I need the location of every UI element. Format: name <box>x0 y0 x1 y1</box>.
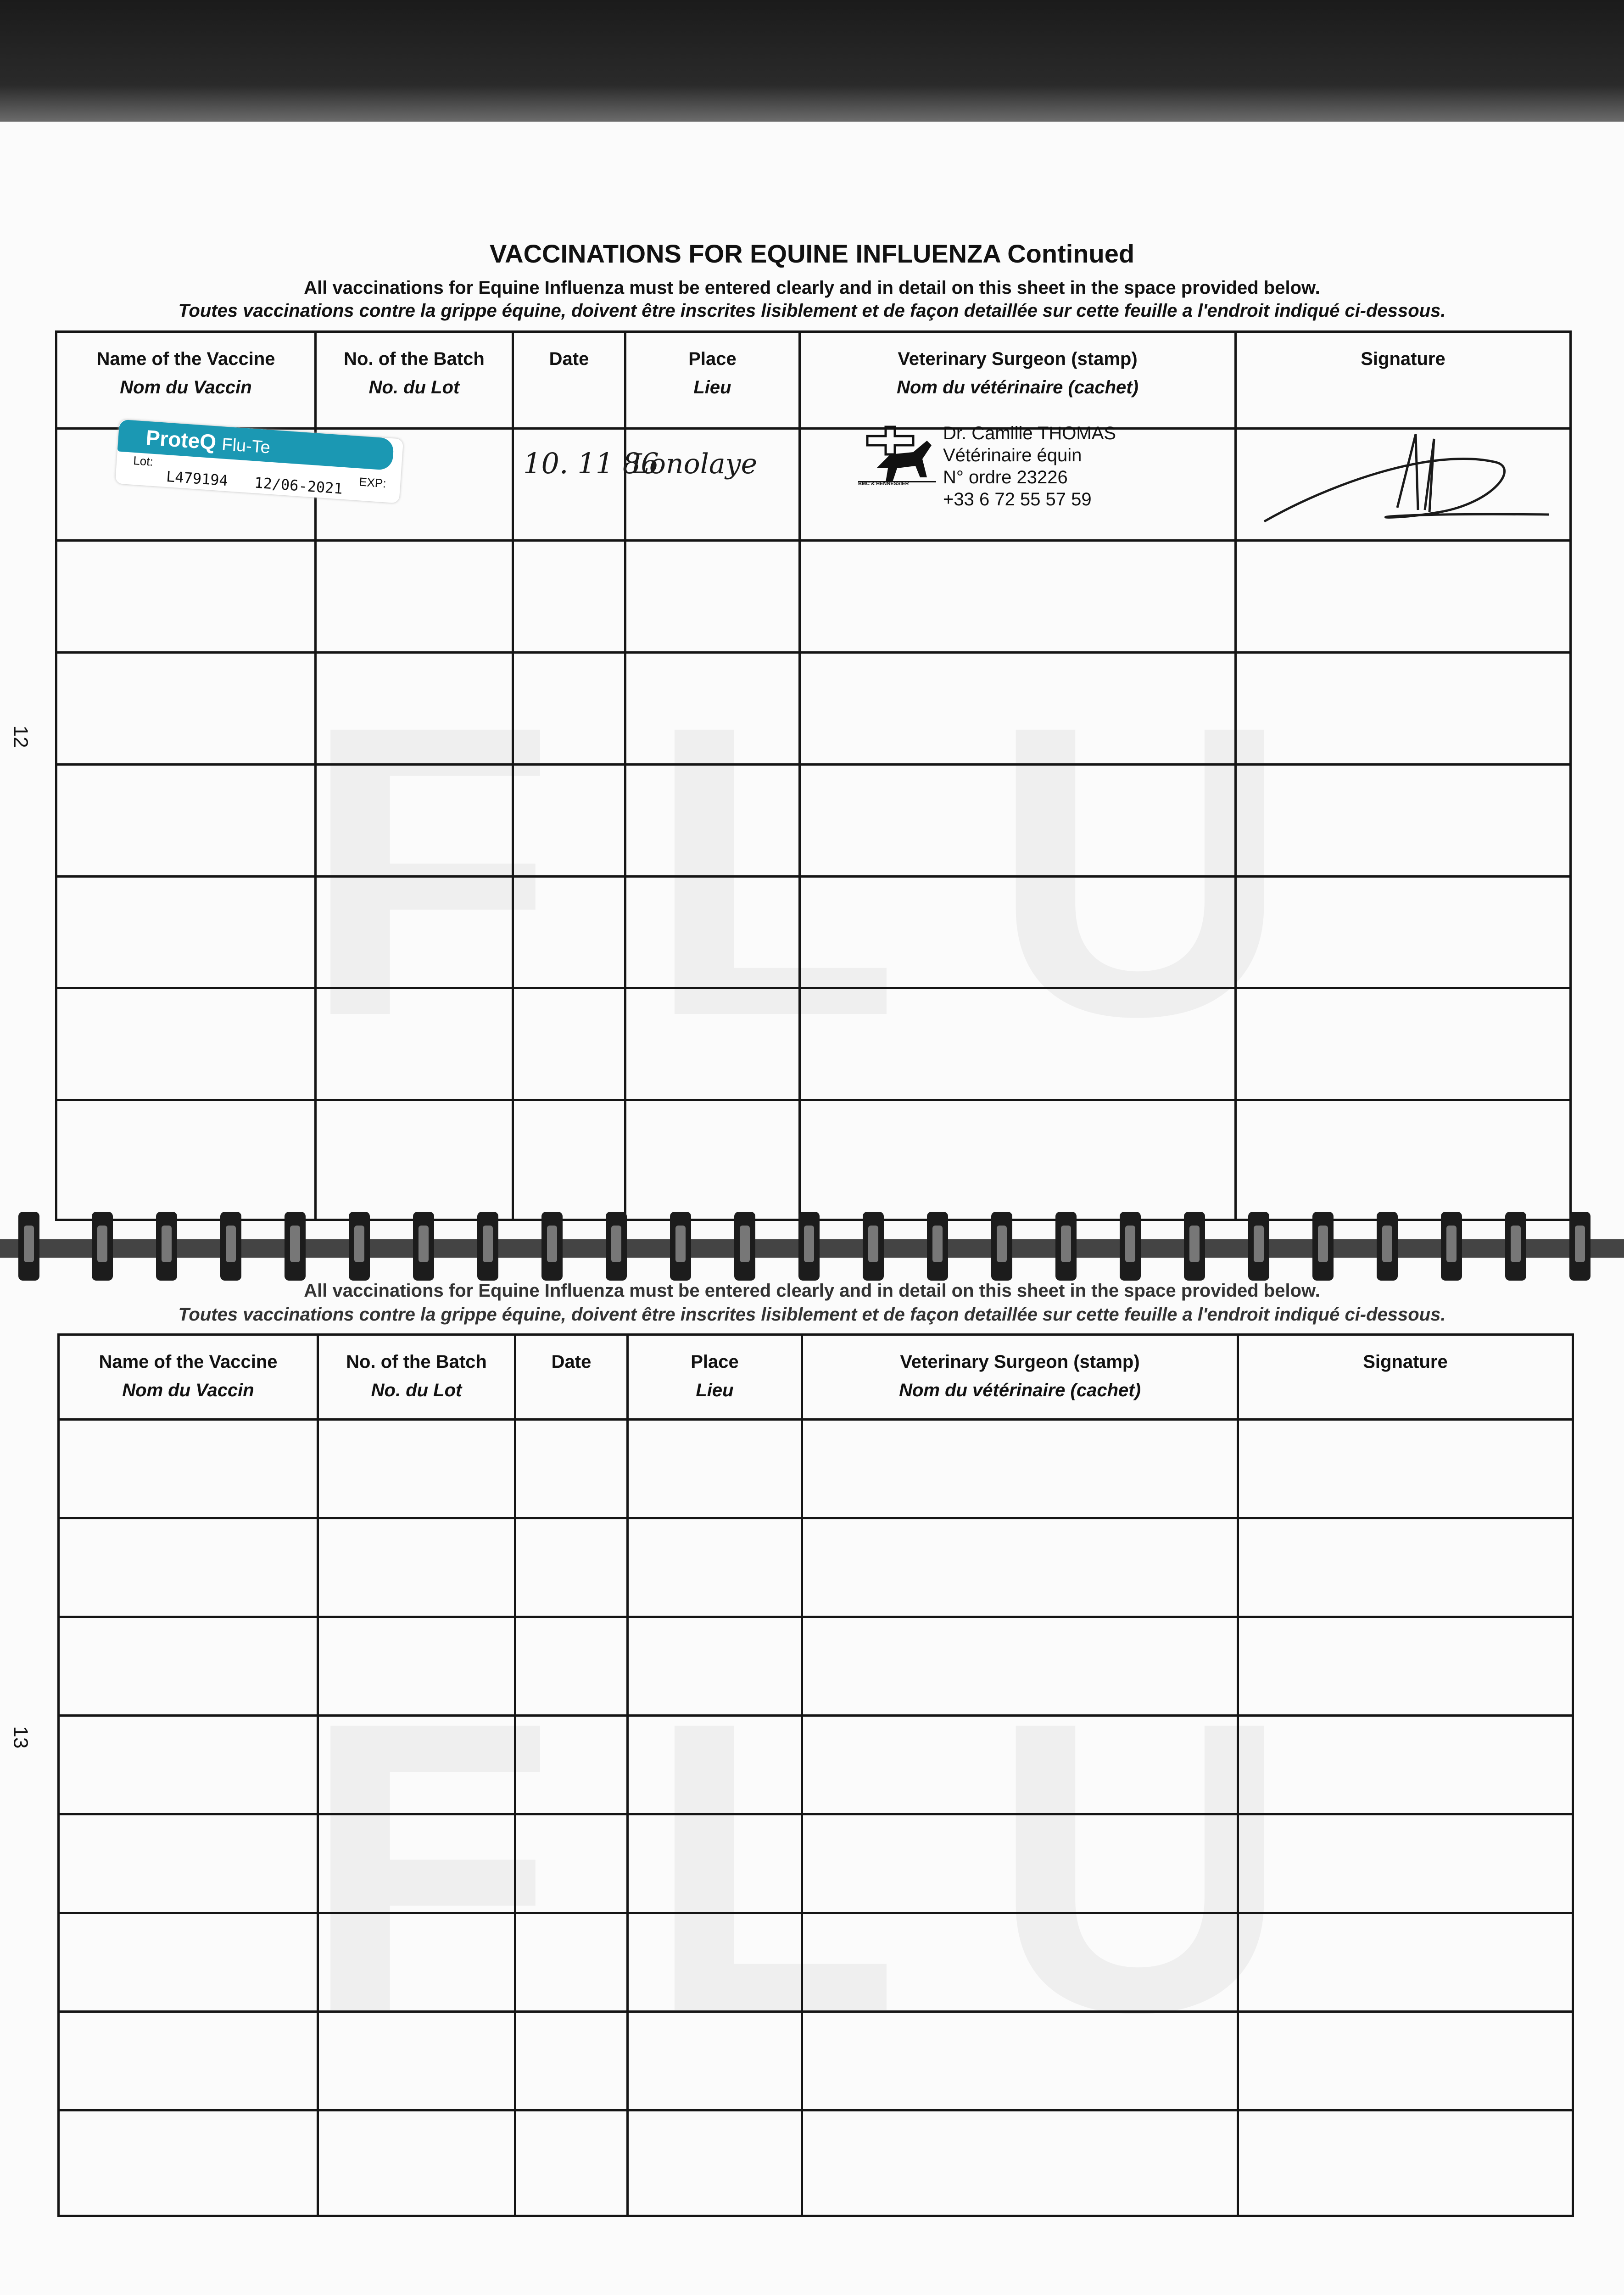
table-row <box>56 652 1571 764</box>
column-header-batch: No. of the Batch No. du Lot <box>318 1335 515 1420</box>
handwritten-place <box>626 430 798 521</box>
table-row <box>59 2012 1573 2110</box>
instruction-english-lower: All vaccinations for Equine Influenza must be entered clearly and in detail on this sheet in the space provided below. <box>304 1281 1320 1301</box>
vet-phone: +33 6 72 55 57 59 <box>943 489 1092 509</box>
table-row <box>59 1617 1573 1716</box>
scan-top-edge <box>0 0 1624 122</box>
column-header-vet: Veterinary Surgeon (stamp) Nom du vétérinaire (cachet) <box>800 332 1236 429</box>
column-header-date: Date <box>513 332 625 429</box>
handwritten-signature <box>1237 430 1567 526</box>
table-row <box>56 876 1571 988</box>
column-header-batch: No. of the Batch No. du Lot <box>316 332 513 429</box>
svg-text:Lonolaye: Lonolaye <box>631 448 758 480</box>
table-row <box>56 1100 1571 1220</box>
sticker-lot-caption: Lot: <box>133 453 154 469</box>
column-header-place: Place Lieu <box>628 1335 802 1420</box>
clinic-name: BMC & HENNESSIER <box>858 481 909 487</box>
bleed-through-text-lower: FLU <box>303 1636 1381 2098</box>
instruction-english: All vaccinations for Equine Influenza must be entered clearly and in detail on this sheet in the space provided below. <box>304 278 1320 298</box>
spiral-binding <box>0 1212 1624 1285</box>
sticker-lot-value: L479194 <box>165 467 229 490</box>
column-header-signature: Signature <box>1238 1335 1573 1420</box>
sticker-product: Flu-Te <box>221 435 271 458</box>
table-row <box>59 1420 1573 1518</box>
vet-role: Vétérinaire équin <box>943 445 1082 465</box>
column-header-vaccine: Name of the Vaccine Nom du Vaccin <box>59 1335 318 1420</box>
svg-text:10. 11 86: 10. 11 86 <box>523 446 659 480</box>
column-header-date: Date <box>515 1335 628 1420</box>
sticker-exp-caption: EXP: <box>358 475 387 491</box>
page-number-upper: 12 <box>9 725 32 748</box>
vaccination-table-lower <box>57 1333 1574 2217</box>
column-header-vaccine: Name of the Vaccine Nom du Vaccin <box>56 332 316 429</box>
instruction-french: Toutes vaccinations contre la grippe équine, doivent être inscrites lisiblement et de façon detaillée sur cette feuille a l'endroit indiqué ci-dessous. <box>178 301 1446 321</box>
stamp-text <box>943 422 1116 510</box>
table-row <box>56 988 1571 1100</box>
cell-signature <box>1236 428 1571 540</box>
column-header-place: Place Lieu <box>625 332 800 429</box>
page-title: VACCINATIONS FOR EQUINE INFLUENZA Continued <box>489 239 1135 268</box>
table-row <box>59 1814 1573 1913</box>
table-row <box>56 764 1571 876</box>
veterinary-stamp <box>858 422 1207 514</box>
vet-name: Dr. Camille THOMAS <box>943 423 1116 443</box>
bleed-through-text-upper: FLU <box>303 640 1381 1102</box>
sticker-brand: ProteQ <box>145 425 217 454</box>
column-header-signature: Signature <box>1236 332 1571 429</box>
header-row <box>59 1335 1573 1420</box>
cell-place <box>625 428 800 540</box>
vet-order-number: N° ordre 23226 <box>943 467 1068 487</box>
table-row <box>59 2110 1573 2216</box>
table-row <box>59 1913 1573 2012</box>
column-header-vet: Veterinary Surgeon (stamp) Nom du vétérinaire (cachet) <box>802 1335 1238 1420</box>
table-row <box>56 540 1571 652</box>
table-row <box>59 1716 1573 1814</box>
instruction-french-lower: Toutes vaccinations contre la grippe équine, doivent être inscrites lisiblement et de façon detaillée sur cette feuille a l'endroit indiqué ci-dessous. <box>178 1304 1446 1325</box>
table-row <box>59 1518 1573 1617</box>
page-number-lower: 13 <box>9 1726 32 1749</box>
header-row <box>56 332 1571 429</box>
handwritten-date <box>514 430 659 521</box>
cell-date <box>513 428 659 540</box>
sticker-exp-value: 12/06-2021 <box>254 474 343 498</box>
